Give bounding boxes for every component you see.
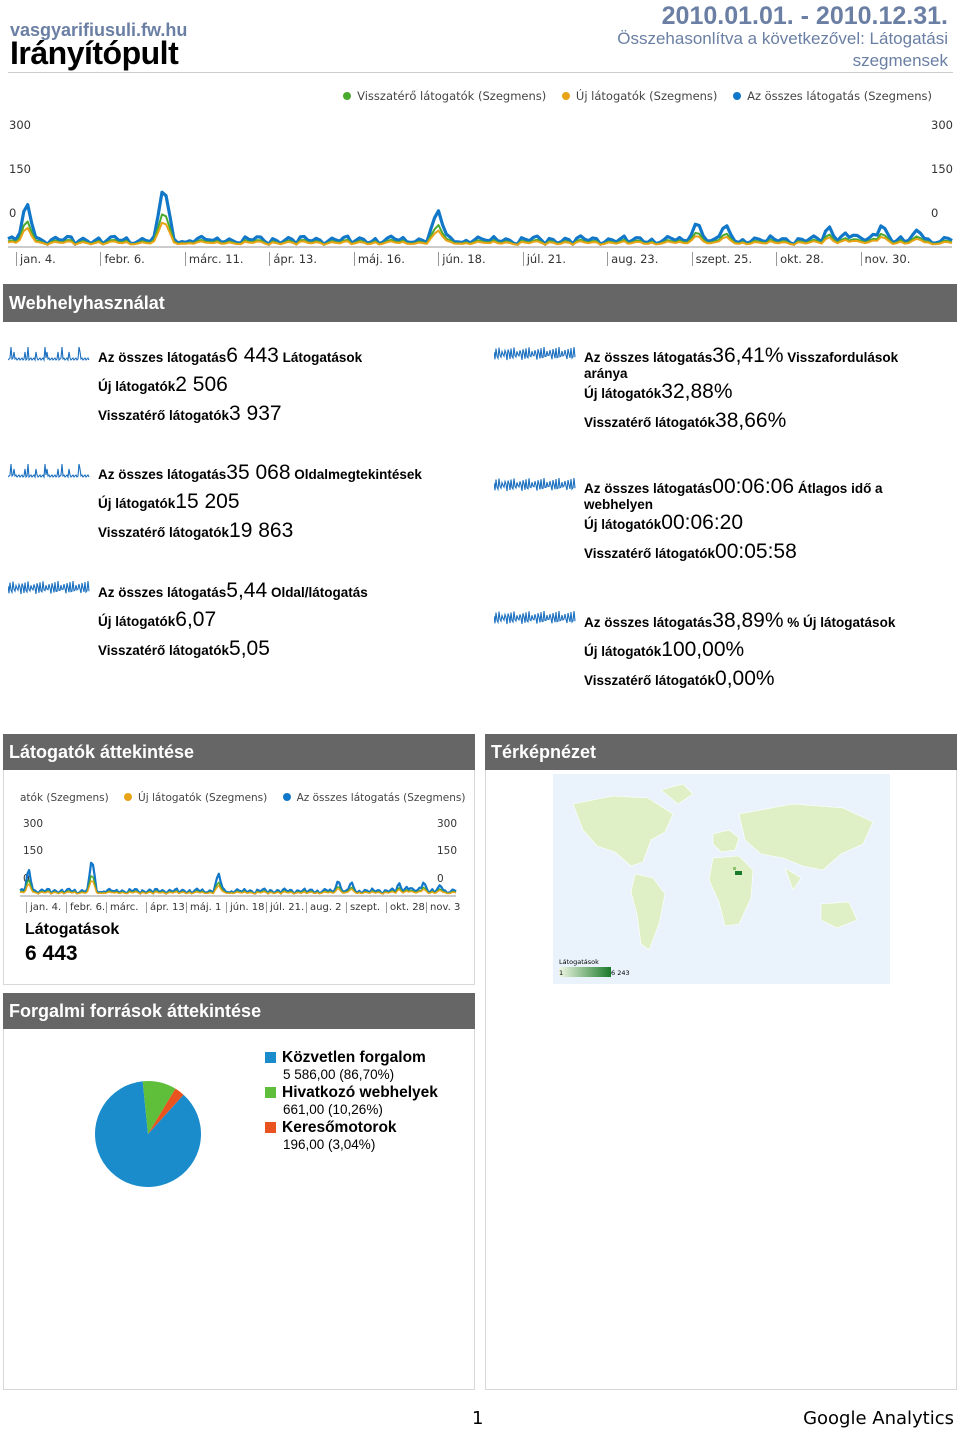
metric-returning-value: 0,00% xyxy=(715,667,775,690)
metric-block xyxy=(584,610,904,697)
metric-new-row xyxy=(584,381,904,410)
date-range: 2010.01.01. - 2010.12.31. xyxy=(661,2,948,30)
metric-unit: % Új látogatások xyxy=(787,615,896,630)
header-divider xyxy=(8,72,953,73)
traffic-source-swatch xyxy=(265,1122,276,1133)
vo-y-tick-150-left: 150 xyxy=(23,845,44,857)
vo-y-tick-0-right: 0 xyxy=(437,873,444,885)
vo-y-tick-300-left: 300 xyxy=(23,818,44,830)
traffic-source-value: 5 586,00 (86,70%) xyxy=(283,1067,395,1082)
page-title: Irányítópult xyxy=(10,35,179,71)
map-hungary-highlight xyxy=(735,871,742,875)
x-tick-label: nov. 30. xyxy=(861,252,911,266)
traffic-source-swatch xyxy=(265,1087,276,1098)
traffic-sources-header xyxy=(3,993,475,1029)
traffic-source-item xyxy=(265,1049,465,1082)
metric-returning-row xyxy=(98,638,478,667)
x-tick-label: ápr. 13 xyxy=(146,902,185,913)
metric-new-label: Új látogatók xyxy=(98,379,176,394)
vo-all-legend-dot xyxy=(283,793,291,801)
site-usage-title: Webhelyhasználat xyxy=(9,293,165,313)
vo-new-legend-dot xyxy=(124,793,132,801)
metric-unit: Visszafordulások aránya xyxy=(584,350,899,382)
traffic-source-value: 196,00 (3,04%) xyxy=(283,1137,376,1152)
metric-sparkline xyxy=(494,343,576,365)
metric-all-label: Az összes látogatás xyxy=(584,615,713,630)
x-tick-label: jan. 4. xyxy=(16,252,56,266)
x-tick-label: jún. 18 xyxy=(226,902,265,913)
x-tick-label: nov. 3 xyxy=(426,902,460,913)
metric-new-label: Új látogatók xyxy=(98,496,176,511)
x-tick-label: ápr. 13. xyxy=(269,252,317,266)
metric-all-row xyxy=(584,610,904,639)
metric-new-label: Új látogatók xyxy=(584,386,662,402)
top-y-tick-0-left: 0 xyxy=(9,206,17,220)
top-x-axis xyxy=(0,252,960,268)
metric-sparkline xyxy=(494,474,576,496)
visitors-chart-legend xyxy=(20,792,465,804)
vo-y-tick-0-left: 0 xyxy=(23,873,30,885)
map-legend-min: 1 xyxy=(559,969,564,977)
series-line-all xyxy=(8,192,952,244)
visitors-overview-header xyxy=(3,734,475,770)
returning-legend-dot xyxy=(343,92,351,100)
metric-returning-value: 5,05 xyxy=(229,637,270,660)
vo-legend-all: Az összes látogatás (Szegmens) xyxy=(296,792,466,804)
metric-block xyxy=(98,580,478,667)
metric-returning-label: Visszatérő látogatók xyxy=(584,546,716,562)
x-tick-label: aug. 2 xyxy=(306,902,342,913)
metric-new-value: 100,00% xyxy=(661,638,745,661)
visits-total-label: Látogatások xyxy=(25,921,120,938)
metric-sparkline xyxy=(494,607,576,629)
vo-x-axis xyxy=(0,902,475,916)
map-legend-title: Látogatások xyxy=(559,958,599,966)
top-y-tick-150-left: 150 xyxy=(9,162,31,176)
x-tick-label: febr. 6. xyxy=(66,902,105,913)
metric-new-label: Új látogatók xyxy=(584,517,662,533)
x-tick-label: júl. 21. xyxy=(266,902,304,913)
metric-new-value: 2 506 xyxy=(175,373,228,396)
metric-all-row xyxy=(98,580,478,609)
metric-unit: Látogatások xyxy=(282,350,363,365)
site-name: vasgyarifiusuli.fw.hu xyxy=(10,20,188,40)
page-number: 1 xyxy=(472,1408,484,1429)
metric-new-value: 32,88% xyxy=(661,380,733,404)
vo-y-tick-300-right: 300 xyxy=(437,818,458,830)
metric-returning-label: Visszatérő látogatók xyxy=(584,415,716,431)
comparison-text: Összehasonlítva a következővel: Látogatási szegmensek xyxy=(617,29,948,70)
metric-block xyxy=(584,345,904,439)
metric-new-value: 15 205 xyxy=(175,490,240,513)
world-map xyxy=(553,774,890,984)
visitors-overview-chart xyxy=(0,826,475,906)
metric-all-label: Az összes látogatás xyxy=(98,467,227,482)
metric-all-row xyxy=(584,476,904,512)
traffic-sources-pie xyxy=(94,1080,202,1188)
metric-returning-label: Visszatérő látogatók xyxy=(98,525,230,540)
visitors-overview-title: Látogatók áttekintése xyxy=(9,742,195,762)
x-tick-label: máj. 1 xyxy=(186,902,221,913)
footer-brand: Google Analytics xyxy=(803,1408,954,1429)
metric-returning-value: 38,66% xyxy=(715,409,787,433)
top-y-tick-300-left: 300 xyxy=(9,118,31,132)
x-tick-label: szept. xyxy=(346,902,380,913)
traffic-source-item xyxy=(265,1119,465,1152)
x-tick-label: okt. 28 xyxy=(386,902,425,913)
metric-all-value: 00:06:06 xyxy=(712,475,795,498)
metric-returning-value: 3 937 xyxy=(229,402,282,425)
metric-returning-value: 19 863 xyxy=(229,519,294,542)
x-tick-label: máj. 16. xyxy=(354,252,405,266)
metric-returning-row xyxy=(98,403,478,432)
metric-returning-value: 00:05:58 xyxy=(715,540,797,564)
metric-returning-label: Visszatérő látogatók xyxy=(584,673,716,688)
traffic-sources-legend xyxy=(265,1049,465,1154)
map-overlay-title: Térképnézet xyxy=(491,742,597,762)
metric-unit: Oldalmegtekintések xyxy=(294,467,422,482)
traffic-source-name: Hivatkozó webhelyek xyxy=(282,1084,438,1101)
metric-all-label: Az összes látogatás xyxy=(584,350,713,365)
x-tick-label: okt. 28. xyxy=(776,252,824,266)
metric-block xyxy=(584,476,904,570)
metric-all-row xyxy=(98,345,478,374)
all-legend-dot xyxy=(733,92,741,100)
x-tick-label: márc. xyxy=(106,902,138,913)
vo-y-tick-150-right: 150 xyxy=(437,845,458,857)
site-usage-header xyxy=(3,284,957,322)
metric-unit: Oldal/látogatás xyxy=(270,585,368,600)
traffic-source-swatch xyxy=(265,1052,276,1063)
metric-block xyxy=(98,462,478,549)
map-legend-max: 6 243 xyxy=(611,969,630,977)
metric-returning-label: Visszatérő látogatók xyxy=(98,643,230,658)
traffic-sources-title: Forgalmi források áttekintése xyxy=(9,1001,262,1021)
legend-new: Új látogatók (Szegmens) xyxy=(575,89,718,103)
metric-new-row xyxy=(98,609,478,638)
x-tick-label: márc. 11. xyxy=(185,252,244,266)
x-tick-label: febr. 6. xyxy=(100,252,144,266)
vo-legend-returning: atók (Szegmens) xyxy=(20,792,109,804)
metric-new-row xyxy=(584,639,904,668)
visits-total-value: 6 443 xyxy=(25,942,78,965)
metric-sparkline xyxy=(8,577,90,599)
top-y-tick-150-right: 150 xyxy=(931,162,953,176)
metric-sparkline xyxy=(8,343,90,365)
vo-legend-new: Új látogatók (Szegmens) xyxy=(138,792,268,804)
metric-all-value: 38,89% xyxy=(712,609,784,632)
metric-all-value: 5,44 xyxy=(226,579,268,602)
metric-new-label: Új látogatók xyxy=(584,644,662,659)
metric-unit: Átlagos idő a webhelyen xyxy=(584,481,883,513)
metric-all-label: Az összes látogatás xyxy=(98,585,227,600)
metric-returning-row xyxy=(584,410,904,439)
metric-all-value: 36,41% xyxy=(712,344,784,367)
metric-sparkline xyxy=(8,460,90,482)
metric-all-value: 6 443 xyxy=(226,344,279,367)
map-overlay-header xyxy=(485,734,957,770)
x-tick-label: jan. 4. xyxy=(26,902,61,913)
metric-all-row xyxy=(98,462,478,491)
metric-returning-row xyxy=(584,541,904,570)
map-legend-gradient xyxy=(559,967,611,977)
traffic-source-name: Közvetlen forgalom xyxy=(282,1049,426,1066)
metric-new-row xyxy=(584,512,904,541)
traffic-source-item xyxy=(265,1084,465,1117)
metric-new-row xyxy=(98,374,478,403)
new-legend-dot xyxy=(562,92,570,100)
metric-block xyxy=(98,345,478,432)
traffic-source-value: 661,00 (10,26%) xyxy=(283,1102,383,1117)
traffic-source-name: Keresőmotorok xyxy=(282,1119,397,1136)
x-tick-label: aug. 23. xyxy=(607,252,658,266)
metric-new-label: Új látogatók xyxy=(98,614,176,629)
metric-all-label: Az összes látogatás xyxy=(584,481,713,496)
metric-returning-row xyxy=(98,520,478,549)
legend-returning: Visszatérő látogatók (Szegmens) xyxy=(357,89,547,103)
metric-all-label: Az összes látogatás xyxy=(98,350,227,365)
metric-returning-row xyxy=(584,668,904,697)
x-tick-label: júl. 21. xyxy=(523,252,566,266)
metric-new-value: 00:06:20 xyxy=(661,511,744,535)
legend-all: Az összes látogatás (Szegmens) xyxy=(747,89,932,103)
series-line-all xyxy=(20,863,456,894)
metric-new-row xyxy=(98,491,478,520)
metric-returning-label: Visszatérő látogatók xyxy=(98,408,230,423)
top-visits-chart xyxy=(0,130,960,270)
metric-new-value: 6,07 xyxy=(175,608,217,631)
metric-all-row xyxy=(584,345,904,381)
top-chart-legend xyxy=(331,89,932,103)
metric-all-value: 35 068 xyxy=(226,461,291,484)
x-tick-label: jún. 18. xyxy=(438,252,485,266)
top-y-tick-300-right: 300 xyxy=(931,118,953,132)
top-y-tick-0-right: 0 xyxy=(931,206,939,220)
x-tick-label: szept. 25. xyxy=(692,252,753,266)
